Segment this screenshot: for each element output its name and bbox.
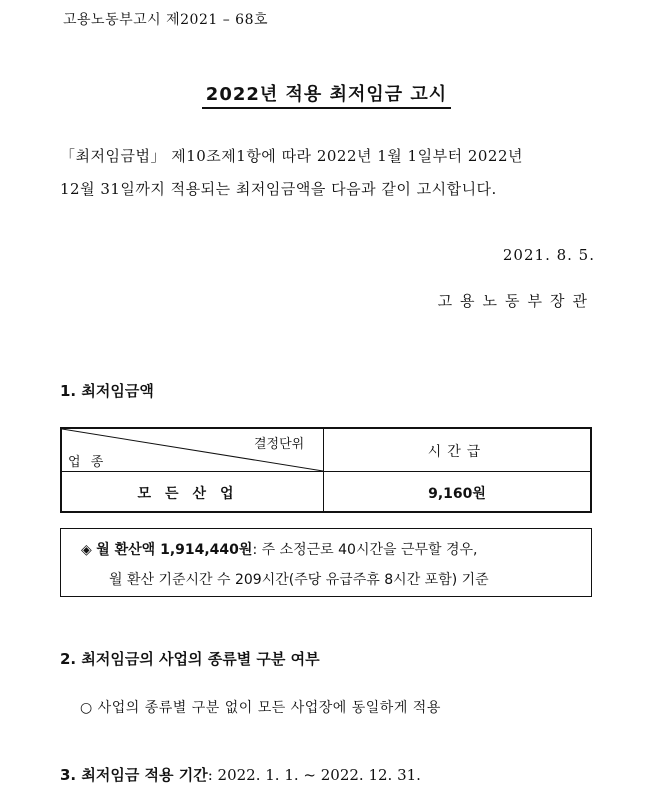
unit-header: 결정단위 bbox=[254, 437, 305, 452]
monthly-conversion-note bbox=[60, 528, 592, 597]
notice-date: 2021. 8. 5. bbox=[502, 246, 595, 264]
minimum-wage-table bbox=[60, 427, 592, 513]
section-2-heading: 2. 최저임금의 사업의 종류별 구분 여부 bbox=[60, 650, 320, 668]
section-3-heading: 3. 최저임금 적용 기간 bbox=[60, 766, 208, 784]
section-3-line bbox=[60, 764, 421, 785]
section-1-heading: 1. 최저임금액 bbox=[60, 382, 154, 400]
section-2-bullet: ○ 사업의 종류별 구분 없이 모든 사업장에 동일하게 적용 bbox=[80, 700, 441, 716]
table-row bbox=[62, 472, 590, 513]
diamond-bullet-icon: ◈ bbox=[81, 542, 92, 558]
notice-number: 고용노동부고시 제2021 – 68호 bbox=[63, 12, 269, 28]
note-line-1 bbox=[81, 539, 477, 559]
intro-line-2: 12월 31일까지 적용되는 최저임금액을 다음과 같이 고시합니다. bbox=[60, 180, 497, 198]
hourly-header: 시간급 bbox=[427, 444, 487, 460]
monthly-amount: 월 환산액 1,914,440원 bbox=[96, 542, 253, 558]
industry-header: 업 종 bbox=[68, 455, 107, 470]
application-period: : 2022. 1. 1. ~ 2022. 12. 31. bbox=[207, 766, 421, 784]
intro-line-1: 「최저임금법」 제10조제1항에 따라 2022년 1월 1일부터 2022년 bbox=[60, 147, 523, 165]
table-header-row bbox=[62, 429, 590, 472]
document-title bbox=[0, 80, 653, 106]
column-divider bbox=[323, 429, 324, 511]
note-line-2: 월 환산 기준시간 수 209시간(주당 유급주휴 8시간 포함) 기준 bbox=[109, 572, 489, 588]
industry-cell: 모든산업 bbox=[137, 486, 248, 502]
hourly-wage-cell: 9,160원 bbox=[428, 486, 486, 502]
issuer-name: 고용노동부장관 bbox=[437, 292, 595, 310]
document-title-text: 2022년 적용 최저임금 고시 bbox=[202, 84, 451, 109]
note-detail: : 주 소정근로 40시간을 근무할 경우, bbox=[252, 542, 478, 558]
